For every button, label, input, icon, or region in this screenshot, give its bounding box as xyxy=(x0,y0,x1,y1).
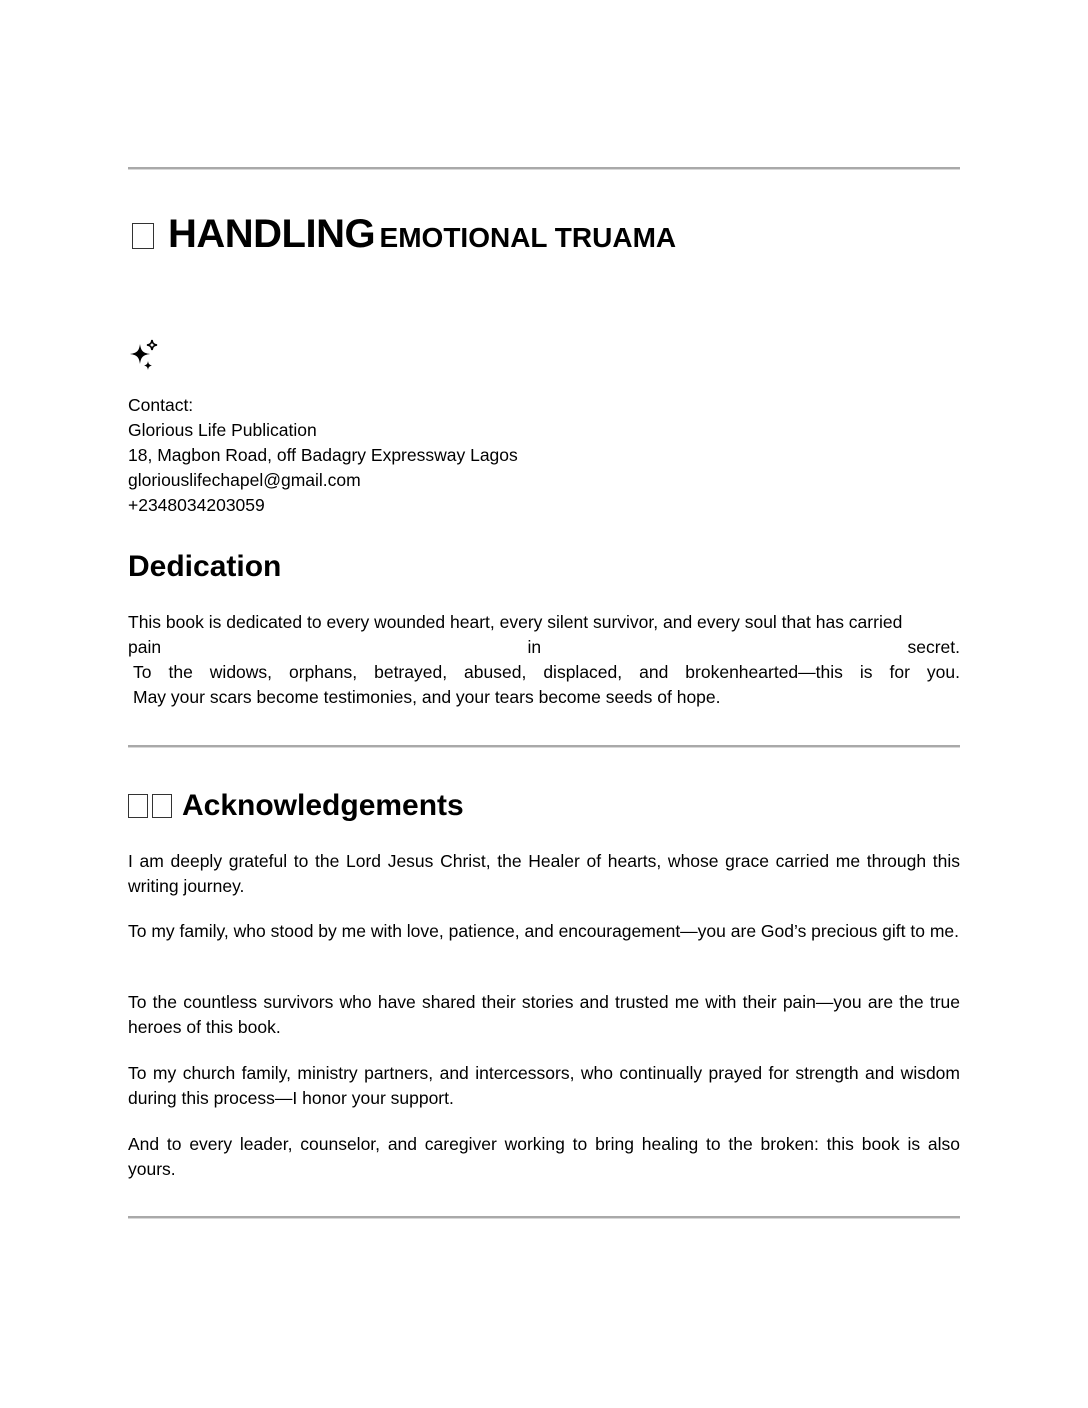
horizontal-rule-middle xyxy=(128,745,960,748)
dedication-line-4: May your scars become testimonies, and your tears become seeds of hope. xyxy=(133,687,721,707)
acknowledgement-paragraph: To my church family, ministry partners, and intercessors, who continually prayed for strength and wisdom during this process—I honor your support. xyxy=(128,1063,960,1108)
acknowledgement-paragraph: I am deeply grateful to the Lord Jesus Christ, the Healer of hearts, whose grace carried me through this writing journey. xyxy=(128,851,960,896)
acknowledgement-paragraph: And to every leader, counselor, and caregiver working to bring healing to the broken: this book is also yours. xyxy=(128,1134,960,1179)
dedication-line-1: This book is dedicated to every wounded heart, every silent survivor, and every soul that has carried xyxy=(128,612,903,632)
acknowledgement-paragraph: To the countless survivors who have shared their stories and trusted me with their pain—you are the true heroes of this book. xyxy=(128,992,960,1037)
title-main: HANDLING xyxy=(168,212,376,256)
dedication-heading: Dedication xyxy=(128,550,282,583)
acknowledgements-heading: Acknowledgements xyxy=(128,786,464,826)
title-rest: EMOTIONAL TRUAMA xyxy=(379,222,677,253)
sparkles-icon xyxy=(128,338,162,374)
horizontal-rule-top xyxy=(128,167,960,170)
horizontal-rule-bottom xyxy=(128,1216,960,1219)
dedication-line-2: pain in secret. xyxy=(128,637,960,657)
document-page xyxy=(128,0,960,1408)
dedication-line-3: To the widows, orphans, betrayed, abused, displaced, and brokenhearted—this is for you. xyxy=(133,662,960,682)
contact-email: gloriouslifechapel@gmail.com xyxy=(128,470,361,490)
acknowledgement-paragraph: To my family, who stood by me with love, patience, and encouragement—you are God’s precious gift to me. xyxy=(128,921,960,941)
contact-address: 18, Magbon Road, off Badagry Expressway Lagos xyxy=(128,445,518,465)
missing-glyph-icon xyxy=(128,794,148,818)
contact-publisher: Glorious Life Publication xyxy=(128,420,317,440)
contact-phone: +2348034203059 xyxy=(128,495,265,515)
missing-glyph-icon xyxy=(132,223,154,249)
contact-block xyxy=(128,393,518,518)
missing-glyph-icon xyxy=(152,794,172,818)
page-title xyxy=(128,206,676,271)
contact-label: Contact: xyxy=(128,395,194,415)
